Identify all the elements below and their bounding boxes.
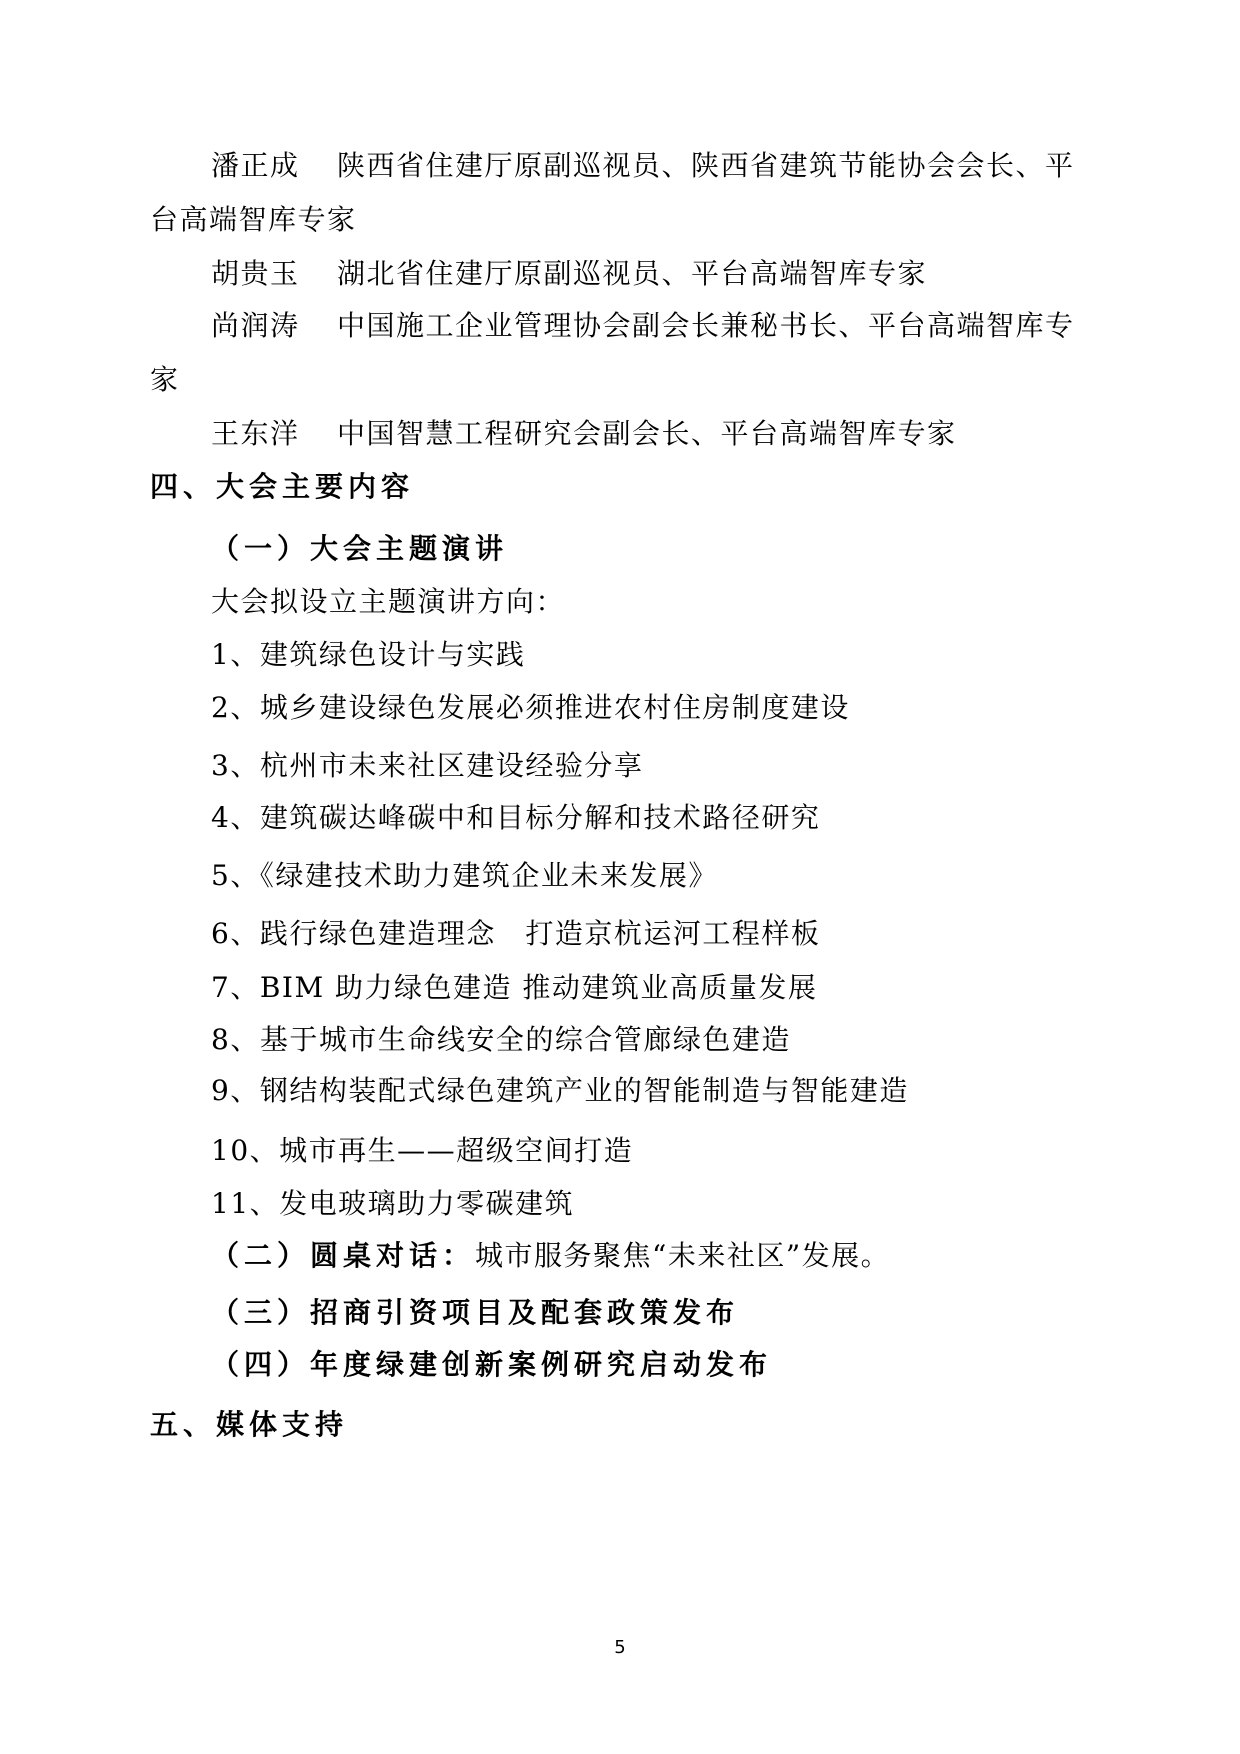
section-heading-4: 四、大会主要内容 — [150, 470, 415, 503]
keynote-item: 9、钢结构装配式绿色建筑产业的智能制造与智能建造 — [211, 1074, 909, 1107]
expert-desc: 中国施工企业管理协会副会长兼秘书长、平台高端智库专 — [337, 309, 1075, 342]
expert-entry-pan — [211, 146, 1075, 186]
keynote-item: 10、城市再生——超级空间打造 — [211, 1134, 634, 1167]
expert-name: 尚润涛 — [211, 309, 300, 342]
keynote-item: 5、《绿建技术助力建筑企业未来发展》 — [211, 859, 718, 892]
roundtable-label: （二）圆桌对话： — [211, 1239, 476, 1272]
keynote-item: 1、建筑绿色设计与实践 — [211, 638, 526, 671]
expert-desc-continued: 家 — [150, 363, 180, 396]
keynote-item: 2、城乡建设绿色发展必须推进农村住房制度建设 — [211, 691, 850, 724]
page-number: 5 — [614, 1637, 626, 1658]
expert-entry-hu — [211, 254, 927, 294]
keynote-item: 4、建筑碳达峰碳中和目标分解和技术路径研究 — [211, 801, 821, 834]
roundtable-text: 城市服务聚焦“未来社区”发展。 — [475, 1239, 891, 1272]
keynote-item: 6、践行绿色建造理念 打造京杭运河工程样板 — [211, 917, 821, 950]
subsection-heading-2 — [211, 1236, 890, 1276]
section-heading-5: 五、媒体支持 — [150, 1408, 349, 1441]
expert-desc-continued: 台高端智库专家 — [150, 203, 357, 236]
keynote-item: 8、基于城市生命线安全的综合管廊绿色建造 — [211, 1023, 791, 1056]
expert-desc: 中国智慧工程研究会副会长、平台高端智库专家 — [337, 417, 957, 450]
keynote-item: 3、杭州市未来社区建设经验分享 — [211, 749, 644, 782]
subsection-heading-4: （四）年度绿建创新案例研究启动发布 — [211, 1348, 773, 1381]
expert-name: 王东洋 — [211, 417, 300, 450]
keynote-item: 11、发电玻璃助力零碳建筑 — [211, 1187, 575, 1220]
expert-desc: 湖北省住建厅原副巡视员、平台高端智库专家 — [337, 257, 928, 290]
expert-desc: 陕西省住建厅原副巡视员、陕西省建筑节能协会会长、平 — [337, 149, 1075, 182]
keynote-item: 7、BIM 助力绿色建造 推动建筑业高质量发展 — [211, 971, 818, 1004]
expert-entry-wang — [211, 414, 957, 454]
keynote-intro: 大会拟设立主题演讲方向： — [211, 585, 566, 618]
expert-name: 潘正成 — [211, 149, 300, 182]
subsection-heading-1: （一）大会主题演讲 — [211, 532, 509, 565]
expert-name: 胡贵玉 — [211, 257, 300, 290]
expert-entry-shang — [211, 306, 1075, 346]
subsection-heading-3: （三）招商引资项目及配套政策发布 — [211, 1296, 740, 1329]
